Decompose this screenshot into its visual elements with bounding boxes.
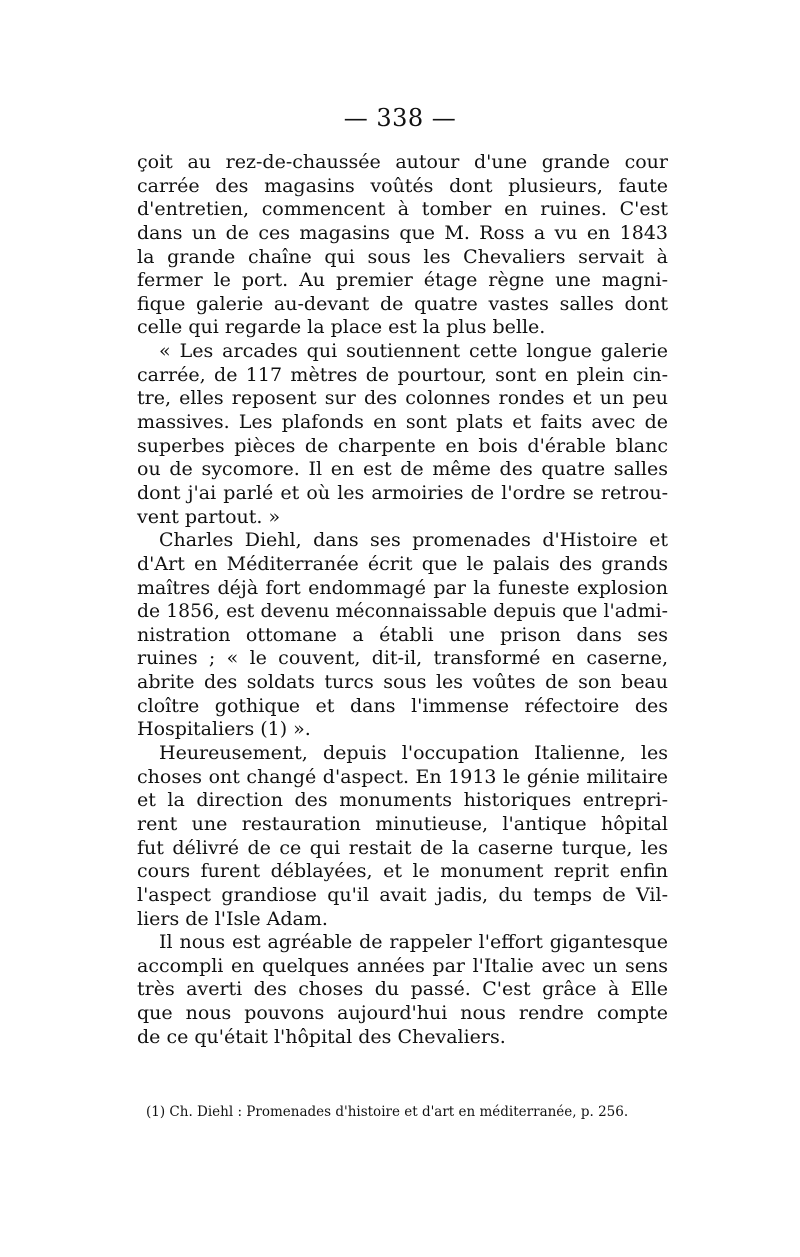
text-line: liers de l'Isle Adam. — [137, 907, 328, 930]
body-text — [137, 151, 668, 1049]
text-line: d'Art en Méditerranée écrit que le palais des grands — [137, 552, 668, 575]
text-line: tre, elles reposent sur des colonnes rondes et un peu — [137, 387, 668, 410]
text-line: cours furent déblayées, et le monument reprit enfin — [137, 860, 668, 883]
text-line: de ce qu'était l'hôpital des Chevaliers. — [137, 1025, 506, 1048]
text-line: accompli en quelques années par l'Italie avec un sens — [137, 954, 668, 977]
text-line: abrite des soldats turcs sous les voûtes de son beau — [137, 671, 668, 694]
text-line: çoit au rez-de-chaussée autour d'une grande cour — [137, 151, 668, 173]
text-line: fique galerie au-devant de quatre vastes salles dont — [137, 292, 668, 315]
text-line: carrée, de 117 mètres de pourtour, sont en plein cin- — [137, 363, 668, 386]
text-line: Heureusement, depuis l'occupation Italienne, les — [159, 742, 668, 765]
text-line: de 1856, est devenu méconnaissable depuis que l'admi- — [137, 601, 668, 623]
text-line: carrée des magasins voûtés dont plusieurs, faute — [137, 174, 668, 197]
text-line: la grande chaîne qui sous les Chevaliers servait à — [137, 245, 668, 268]
text-line: choses ont changé d'aspect. En 1913 le génie militaire — [137, 765, 668, 788]
text-line: vent partout. » — [137, 505, 281, 528]
text-line: maîtres déjà fort endommagé par la funeste explosion — [137, 576, 668, 599]
footnote: (1) Ch. Diehl : Promenades d'histoire et d'art en méditerranée, p. 256. — [146, 1104, 629, 1120]
text-line: rent une restauration minutieuse, l'antique hôpital — [137, 812, 668, 835]
text-line: massives. Les plafonds en sont plats et faits avec de — [137, 411, 668, 434]
text-line: Charles Diehl, dans ses promenades d'Histoire et — [159, 529, 668, 552]
text-line: dont j'ai parlé et où les armoiries de l'ordre se retrou- — [137, 481, 668, 504]
text-line: Il nous est agréable de rappeler l'effort gigantesque — [159, 931, 668, 954]
text-line: cloître gothique et dans l'immense réfectoire des — [137, 694, 668, 717]
text-line: fut délivré de ce qui restait de la caserne turque, les — [137, 836, 668, 859]
text-line: nistration ottomane a établi une prison dans ses — [137, 623, 668, 646]
text-line: superbes pièces de charpente en bois d'érable blanc — [137, 434, 668, 457]
text-line: dans un de ces magasins que M. Ross a vu en 1843 — [137, 221, 668, 244]
text-line: « Les arcades qui soutiennent cette longue galerie — [159, 340, 668, 363]
text-line: que nous pouvons aujourd'hui nous rendre compte — [137, 1002, 668, 1025]
text-line: l'aspect grandiose qu'il avait jadis, du temps de Vil- — [137, 883, 668, 906]
page-number: — 338 — — [343, 104, 457, 132]
text-line: Hospitaliers (1) ». — [137, 718, 311, 741]
text-line: ou de sycomore. Il en est de même des quatre salles — [137, 458, 668, 481]
text-line: ruines ; « le couvent, dit-il, transformé en caserne, — [137, 647, 668, 670]
text-line: très averti des choses du passé. C'est grâce à Elle — [137, 978, 668, 1001]
text-line: d'entretien, commencent à tomber en ruines. C'est — [137, 198, 668, 221]
text-line: et la direction des monuments historiques entrepri- — [137, 789, 668, 812]
text-line: fermer le port. Au premier étage règne une magni- — [137, 269, 668, 292]
text-line: celle qui regarde la place est la plus belle. — [137, 316, 546, 339]
